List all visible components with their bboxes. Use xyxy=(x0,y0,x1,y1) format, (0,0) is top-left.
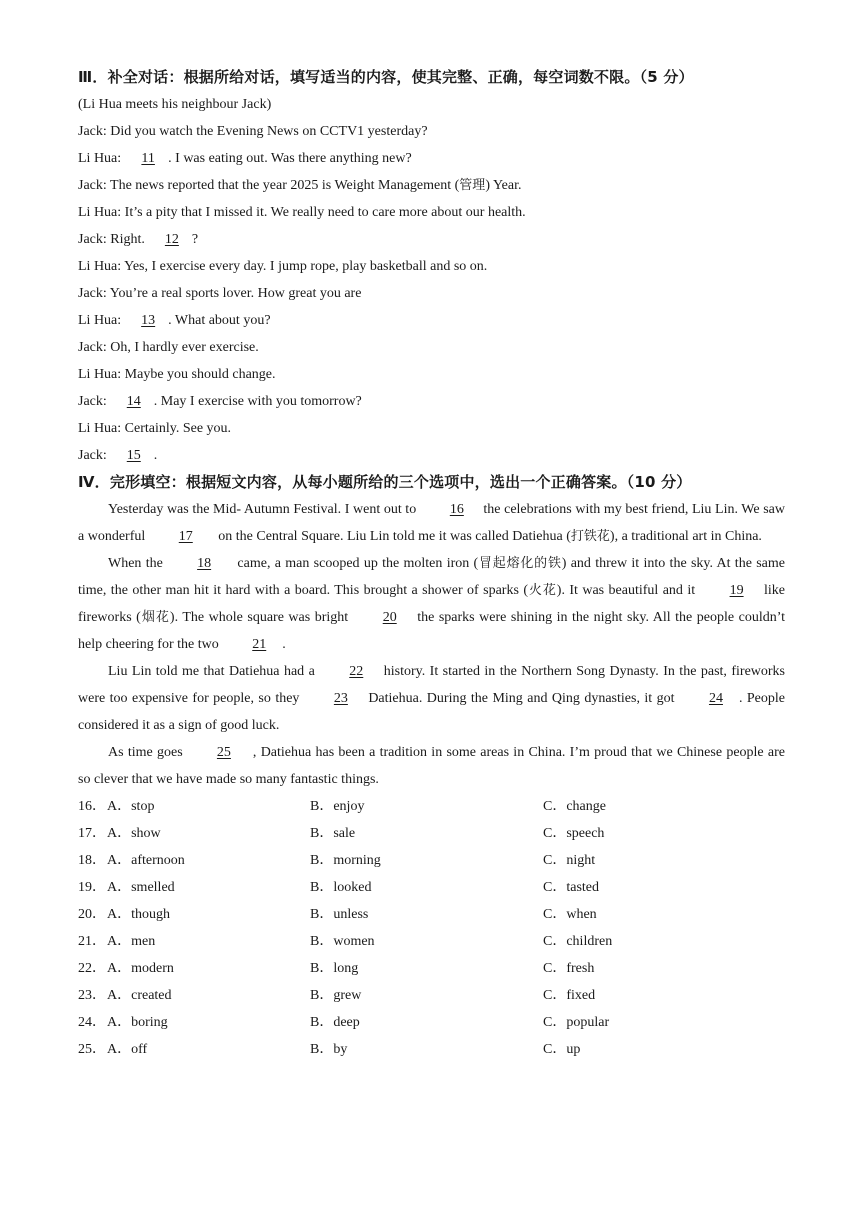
dialogue-line: Jack: Oh, I hardly ever exercise. xyxy=(78,340,259,355)
passage-paragraph-1: Yesterday was the Mid- Autumn Festival. I went out to 16 the celebrations with my best friend, Liu Lin. We saw a wonderful 17 on the Central Square. Liu Lin told me it was called Datiehua (打铁花), a traditional art in China. xyxy=(78,496,785,550)
option-c[interactable]: C．night xyxy=(543,853,596,868)
option-row: 22． A．modern B．long C．fresh xyxy=(78,955,785,982)
option-b[interactable]: B．unless xyxy=(310,907,369,922)
option-c[interactable]: C．speech xyxy=(543,826,605,841)
dialogue-line: Li Hua: Maybe you should change. xyxy=(78,367,276,382)
passage-paragraph-3: Liu Lin told me that Datiehua had a 22 history. It started in the Northern Song Dynasty. In the past, fireworks were too expensive for people, so they 23 Datiehua. During the Ming and Qing dynasties, it got 24 . People considered it as a sign of good luck. xyxy=(78,658,785,739)
option-a[interactable]: A．stop xyxy=(107,799,155,814)
option-a[interactable]: A．off xyxy=(107,1042,148,1057)
option-a[interactable]: A．boring xyxy=(107,1015,168,1030)
passage-paragraph-4: As time goes 25 , Datiehua has been a tradition in some areas in China. I’m proud that we Chinese people are so clever that we have made so many fantastic things. xyxy=(78,739,785,793)
option-row: 24． A．boring B．deep C．popular xyxy=(78,1009,785,1036)
blank-23[interactable]: 23 xyxy=(333,691,348,706)
blank-16[interactable]: 16 xyxy=(449,502,464,517)
dialogue-line: Jack: The news reported that the year 2025 is Weight Management (管理) Year. xyxy=(78,178,522,193)
option-a[interactable]: A．created xyxy=(107,988,172,1003)
option-c[interactable]: C．up xyxy=(543,1042,581,1057)
option-b[interactable]: B．enjoy xyxy=(310,799,365,814)
option-row: 25． A．off B．by C．up xyxy=(78,1036,785,1063)
option-row: 19． A．smelled B．looked C．tasted xyxy=(78,874,785,901)
dialogue-line: Li Hua: 11 . I was eating out. Was there anything new? xyxy=(78,145,785,172)
option-a[interactable]: A．men xyxy=(107,934,156,949)
dialogue-line: Li Hua: Yes, I exercise every day. I jump rope, play basketball and so on. xyxy=(78,259,488,274)
option-c[interactable]: C．children xyxy=(543,934,613,949)
dialogue-line: Li Hua: It’s a pity that I missed it. We really need to care more about our health. xyxy=(78,205,526,220)
option-b[interactable]: B．sale xyxy=(310,826,356,841)
blank-25[interactable]: 25 xyxy=(216,745,231,760)
option-row: 23． A．created B．grew C．fixed xyxy=(78,982,785,1009)
blank-12[interactable]: 12 xyxy=(164,232,179,247)
option-c[interactable]: C．change xyxy=(543,799,606,814)
blank-11[interactable]: 11 xyxy=(141,151,155,166)
option-c[interactable]: C．tasted xyxy=(543,880,599,895)
option-c[interactable]: C．popular xyxy=(543,1015,610,1030)
exam-page xyxy=(78,64,785,1063)
blank-19[interactable]: 19 xyxy=(729,583,744,598)
blank-15[interactable]: 15 xyxy=(126,448,141,463)
passage-paragraph-2: When the 18 came, a man scooped up the molten iron (冒起熔化的铁) and threw it into the sky. At the same time, the other man hit it hard with a board. This brought a shower of sparks (火花). It was beautiful and it 19 like fireworks (烟花). The whole square was bright 20 the sparks were shining in the night sky. All the people couldn’t help cheering for the two 21 . xyxy=(78,550,785,658)
blank-18[interactable]: 18 xyxy=(197,556,212,571)
option-c[interactable]: C．when xyxy=(543,907,597,922)
section-4-heading: Ⅳ．完形填空：根据短文内容，从每小题所给的三个选项中，选出一个正确答案。（10 分） xyxy=(78,473,692,491)
option-b[interactable]: B．grew xyxy=(310,988,362,1003)
dialogue-line: Li Hua: Certainly. See you. xyxy=(78,421,232,436)
blank-22[interactable]: 22 xyxy=(349,664,364,679)
option-c[interactable]: C．fixed xyxy=(543,988,596,1003)
option-b[interactable]: B．deep xyxy=(310,1015,360,1030)
option-row: 20． A．though B．unless C．when xyxy=(78,901,785,928)
dialogue-line: Jack: 14 . May I exercise with you tomorrow? xyxy=(78,388,785,415)
option-a[interactable]: A．smelled xyxy=(107,880,175,895)
blank-14[interactable]: 14 xyxy=(126,394,141,409)
option-b[interactable]: B．women xyxy=(310,934,375,949)
dialogue-line: Jack: Did you watch the Evening News on CCTV1 yesterday? xyxy=(78,124,428,139)
option-a[interactable]: A．show xyxy=(107,826,161,841)
answer-options xyxy=(78,793,785,1063)
option-b[interactable]: B．morning xyxy=(310,853,381,868)
blank-13[interactable]: 13 xyxy=(141,313,156,328)
blank-24[interactable]: 24 xyxy=(708,691,723,706)
option-row: 16． A．stop B．enjoy C．change xyxy=(78,793,785,820)
blank-17[interactable]: 17 xyxy=(178,529,193,544)
dialogue-line: Jack: 15 . xyxy=(78,442,785,469)
blank-21[interactable]: 21 xyxy=(252,637,267,652)
option-row: 21． A．men B．women C．children xyxy=(78,928,785,955)
option-b[interactable]: B．by xyxy=(310,1042,348,1057)
blank-20[interactable]: 20 xyxy=(382,610,397,625)
option-row: 18． A．afternoon B．morning C．night xyxy=(78,847,785,874)
dialogue-line: Jack: Right. 12 ? xyxy=(78,226,785,253)
option-b[interactable]: B．long xyxy=(310,961,359,976)
option-row: 17． A．show B．sale C．speech xyxy=(78,820,785,847)
option-b[interactable]: B．looked xyxy=(310,880,372,895)
section-3-heading: Ⅲ．补全对话：根据所给对话，填写适当的内容，使其完整、正确，每空词数不限。（5 分） xyxy=(78,68,694,86)
option-a[interactable]: A．afternoon xyxy=(107,853,185,868)
option-a[interactable]: A．though xyxy=(107,907,170,922)
option-c[interactable]: C．fresh xyxy=(543,961,595,976)
option-a[interactable]: A．modern xyxy=(107,961,174,976)
dialogue-setting: (Li Hua meets his neighbour Jack) xyxy=(78,97,272,112)
dialogue-line: Jack: You’re a real sports lover. How great you are xyxy=(78,286,362,301)
dialogue-line: Li Hua: 13 . What about you? xyxy=(78,307,785,334)
